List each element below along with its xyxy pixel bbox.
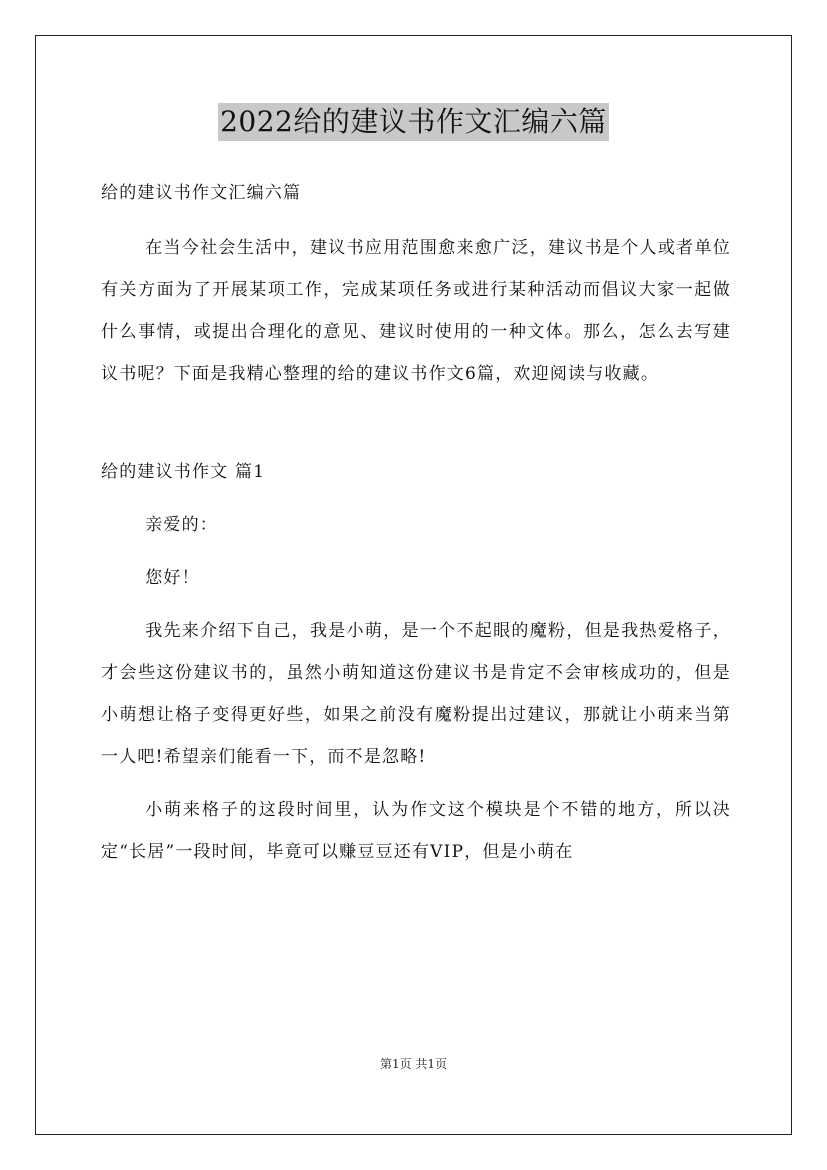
page-footer: 第1页 共1页 — [379, 1057, 448, 1071]
document-body — [101, 172, 731, 873]
intro-paragraph: 在当今社会生活中，建议书应用范围愈来愈广泛，建议书是个人或者单位有关方面为了开展某项工作，完成某项任务或进行某种活动而倡议大家一起做什么事情，或提出合理化的意见、建议时使用的一种文体。那么，怎么去写建议书呢？下面是我精心整理的给的建议书作文6篇，欢迎阅读与收藏。 — [101, 238, 731, 384]
greeting: 您好！ — [145, 568, 200, 588]
section-spacer — [101, 395, 731, 451]
document-subtitle: 给的建议书作文汇编六篇 — [101, 183, 302, 203]
body-paragraph-2: 小萌来格子的这段时间里，认为作文这个模块是个不错的地方，所以决定“长居”一段时间，毕竟可以赚豆豆还有VIP，但是小萌在 — [101, 800, 731, 862]
salutation: 亲爱的： — [145, 515, 218, 535]
section-heading: 给的建议书作文 篇1 — [101, 462, 266, 482]
document-title: 2022给的建议书作文汇编六篇 — [218, 103, 609, 141]
body-paragraph-1: 我先来介绍下自己，我是小萌，是一个不起眼的魔粉，但是我热爱格子，才会些这份建议书的，虽然小萌知道这份建议书是肯定不会审核成功的，但是小萌想让格子变得更好些，如果之前没有魔粉提出过建议，那就让小萌来当第一人吧!希望亲们能看一下，而不是忽略! — [101, 621, 731, 767]
title-container — [0, 103, 827, 141]
